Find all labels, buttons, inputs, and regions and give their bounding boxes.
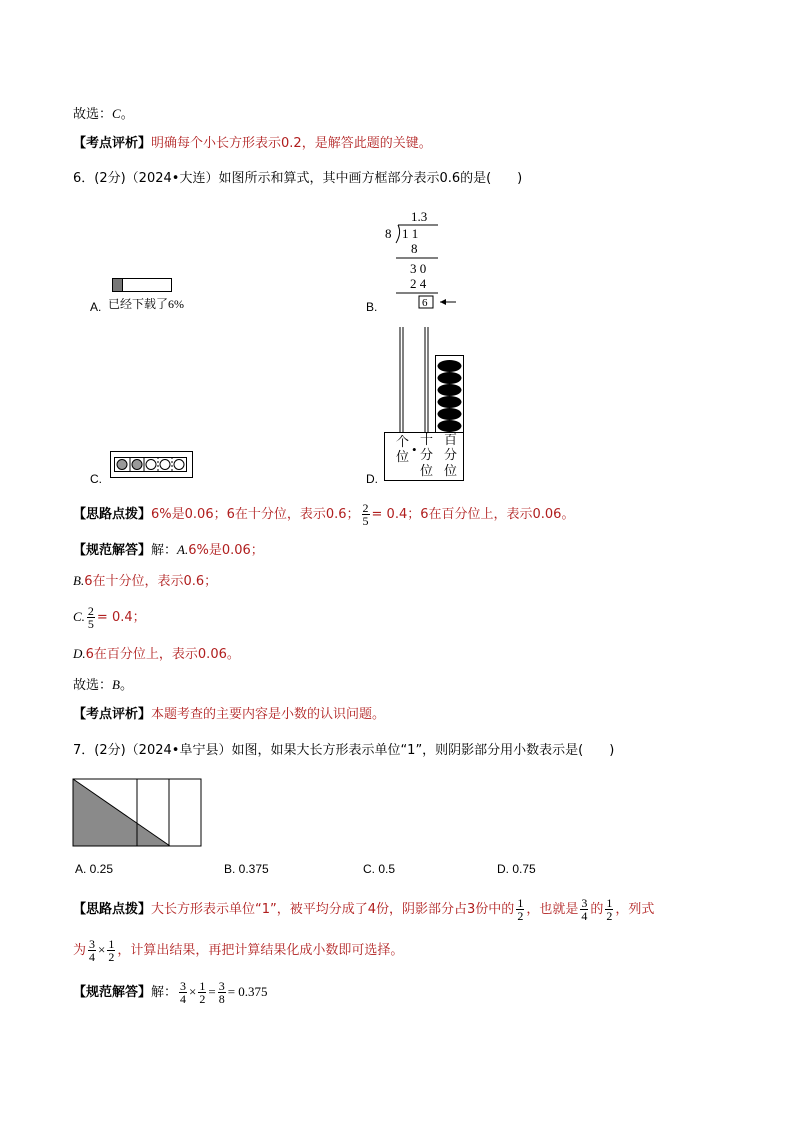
division-remainder-1: 3 0 (410, 261, 427, 276)
shaded-rectangle-figure (72, 778, 204, 848)
answer-letter: B (112, 677, 120, 692)
fraction-numerator: 1 (517, 896, 524, 910)
hint-text-1: 6%是0.06；6在十分位，表示0.6； (151, 507, 360, 522)
answer-prefix: 故选： (73, 678, 113, 693)
abacus-label-ones-1: 个 (396, 434, 410, 449)
fraction-denominator: 4 (581, 909, 588, 923)
solution-text-b: 6在十分位，表示0.6； (84, 574, 218, 589)
long-division-figure (380, 205, 470, 315)
hint-fraction-three-quarters (580, 897, 588, 922)
abacus-label-hundredths-3: 位 (444, 463, 458, 478)
q7-stem: 7．(2分)（2024•阜宁县）如图，如果大长方形表示单位“1”，则阴影部分用小数表示是( ) (73, 743, 615, 758)
solution-fraction-three-eighths (218, 980, 226, 1005)
times-sign: × (189, 984, 197, 999)
solution-result: = 0.375 (227, 984, 268, 999)
download-caption: 已经下载了6% (108, 297, 184, 311)
q6-hint (73, 502, 574, 527)
abacus-label-tenths-3: 位 (420, 463, 434, 478)
solution-text-c: = 0.4； (96, 610, 146, 625)
solution-letter-d: D. (73, 646, 86, 661)
solution-tag: 【规范解答】 (73, 985, 152, 1000)
solution-letter-c: C. (73, 609, 85, 624)
hint-text-4: ，列式 (615, 902, 655, 917)
q6-solution-d (73, 645, 240, 664)
fraction-numerator: 2 (87, 604, 94, 618)
solution-fraction-half (198, 980, 206, 1005)
solution-prefix: 解： (151, 543, 178, 558)
fraction-denominator: 2 (199, 992, 206, 1006)
q6-answer (73, 676, 133, 695)
abacus-decimal-point: • (412, 442, 417, 457)
q6-solution-a (73, 541, 264, 560)
download-progress-fill (113, 279, 123, 291)
answer-prefix: 故选： (73, 107, 113, 122)
hint-text-6: ，计算出结果，再把计算结果化成小数即可选择。 (117, 943, 404, 958)
q6-option-c-label: C. (90, 472, 102, 486)
q6-solution-c (73, 605, 146, 630)
q6-option-b-label: B. (366, 300, 378, 314)
answer-suffix: 。 (120, 107, 134, 122)
division-subtract-2: 2 4 (410, 276, 427, 291)
solution-letter-a: A. (177, 542, 189, 557)
solution-prefix: 解： (151, 985, 178, 1000)
solution-fraction-three-quarters (179, 980, 187, 1005)
fraction-denominator: 2 (108, 950, 115, 964)
hint-fraction (362, 502, 370, 527)
abacus-label-tenths-2: 分 (420, 447, 434, 462)
abacus-figure (384, 327, 470, 483)
q6-option-a-label: A. (90, 300, 102, 314)
division-subtract-1: 8 (411, 241, 418, 256)
fraction-numerator: 3 (180, 979, 187, 993)
hint-fraction-three-quarters-2 (88, 938, 96, 963)
boxed-digit: 6 (422, 297, 428, 309)
hint-text-1: 大长方形表示单位“1”，被平均分成了4份，阴影部分占3份中的 (151, 902, 515, 917)
fraction-numerator: 3 (581, 896, 588, 910)
hint-tag: 【思路点拨】 (73, 507, 152, 522)
times-sign: × (98, 942, 106, 957)
review-tag: 【考点评析】 (73, 707, 152, 722)
hint-fraction-half (516, 897, 524, 922)
fraction-numerator: 1 (606, 896, 613, 910)
download-progress-bar (112, 278, 172, 292)
solution-text-a: 6%是0.06； (188, 543, 264, 558)
abacus-label-hundredths-1: 百 (444, 432, 458, 447)
q6-solution-b (73, 572, 217, 591)
hint-text-2: = 0.4；6在百分位上，表示0.06。 (371, 507, 575, 522)
q7-option-d: D. 0.75 (497, 862, 536, 876)
q7-hint-line-2 (73, 938, 403, 963)
arrow-left-icon (440, 299, 446, 305)
q7-solution (73, 980, 268, 1005)
hint-text-5: 为 (73, 943, 87, 958)
review-text: 本题考查的主要内容是小数的认识问题。 (151, 707, 386, 722)
division-quotient: 1.3 (411, 209, 428, 224)
division-dividend: 1 1 (402, 226, 419, 241)
abacus-label-ones-2: 位 (396, 449, 410, 464)
q6-option-d-label: D. (366, 472, 378, 486)
q7-option-a: A. 0.25 (75, 862, 114, 876)
division-divisor: 8 (385, 226, 392, 241)
fraction-numerator: 2 (362, 501, 369, 515)
abacus-label-hundredths-2: 分 (444, 447, 458, 462)
q7-option-b: B. 0.375 (224, 862, 269, 876)
fraction-denominator: 2 (517, 909, 524, 923)
fraction-numerator: 1 (199, 979, 206, 993)
review-tag: 【考点评析】 (73, 136, 152, 151)
answer-letter: C (112, 106, 121, 121)
hint-text-3: 的 (590, 902, 604, 917)
hint-fraction-half-3 (107, 938, 115, 963)
circle-grid-figure (110, 451, 196, 479)
abacus-label-tenths-1: 十 (420, 432, 434, 447)
hint-text-2: ，也就是 (526, 902, 579, 917)
fraction-numerator: 1 (108, 937, 115, 951)
solution-tag: 【规范解答】 (73, 543, 152, 558)
fraction-denominator: 5 (362, 514, 369, 528)
q7-hint-line-1 (73, 897, 654, 922)
hint-tag: 【思路点拨】 (73, 902, 152, 917)
fraction-denominator: 4 (180, 992, 187, 1006)
q6-review (73, 706, 385, 724)
solution-fraction (87, 605, 95, 630)
fraction-denominator: 8 (218, 992, 225, 1006)
q5-answer (73, 105, 134, 124)
hint-fraction-half-2 (605, 897, 613, 922)
fraction-denominator: 2 (606, 909, 613, 923)
fraction-denominator: 4 (89, 950, 96, 964)
answer-suffix: 。 (119, 678, 133, 693)
q7-option-c: C. 0.5 (363, 862, 396, 876)
q5-review (73, 135, 432, 153)
review-text: 明确每个小长方形表示0.2，是解答此题的关键。 (151, 136, 432, 151)
solution-text-d: 6在百分位上，表示0.06。 (85, 647, 240, 662)
fraction-numerator: 3 (89, 937, 96, 951)
q6-stem: 6．(2分)（2024•大连）如图所示和算式，其中画方框部分表示0.6的是( ) (73, 171, 523, 186)
equals-sign: = (208, 984, 216, 999)
fraction-denominator: 5 (87, 617, 94, 631)
fraction-numerator: 3 (218, 979, 225, 993)
solution-letter-b: B. (73, 573, 85, 588)
